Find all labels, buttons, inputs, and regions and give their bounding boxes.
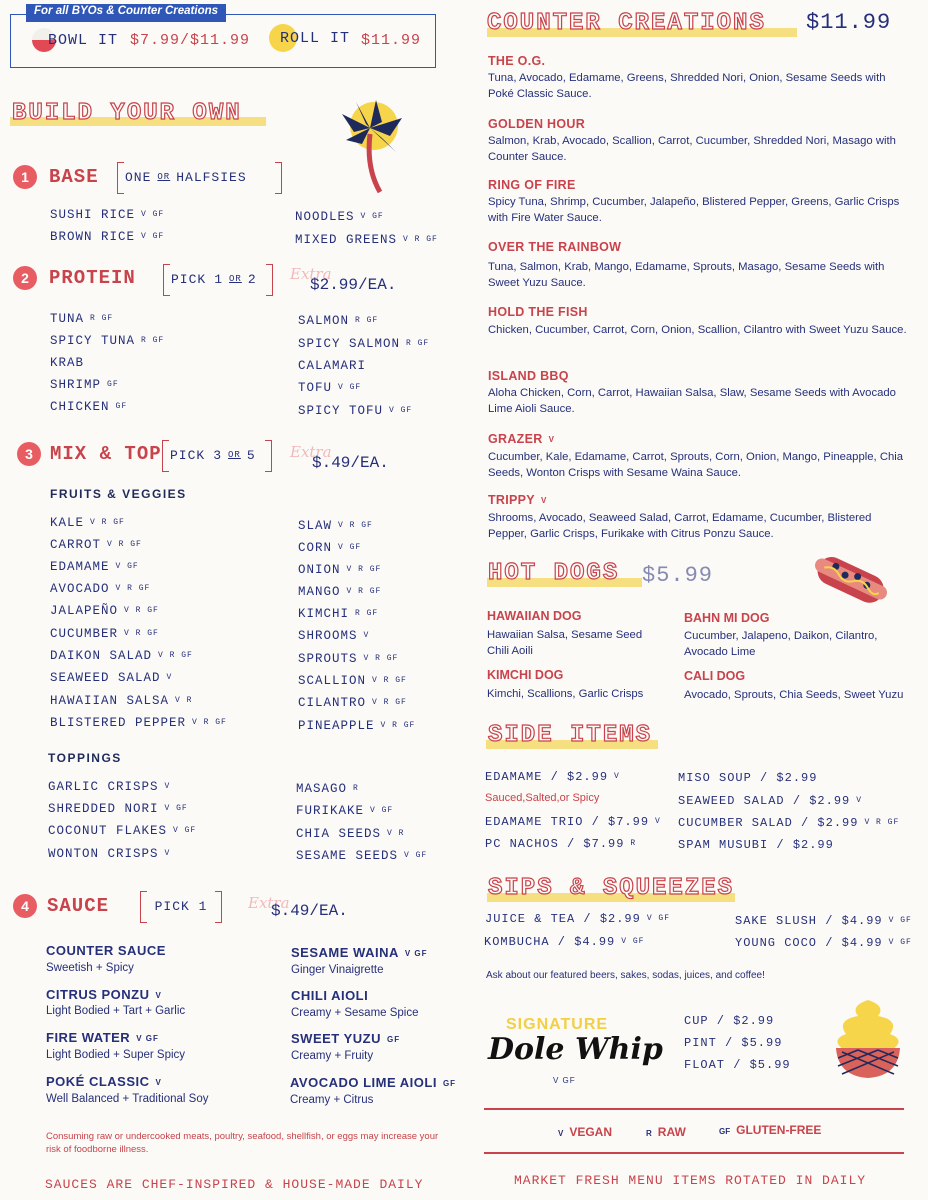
sides-title: SIDE ITEMS (488, 722, 653, 749)
counter-item-desc: Aloha Chicken, Corn, Carrot, Hawaiian Salsa, Slaw, Sesame Seeds with Avocado Lime Aioli Sauce. (488, 387, 896, 415)
step-3-badge: 3 (17, 442, 41, 466)
bowl-it-price: $7.99/$11.99 (130, 32, 251, 49)
protein-item: SPICY TOFU V GF (298, 404, 413, 418)
hotdog-desc: Hawaiian Salsa, Sesame Seed Chili Aoili (487, 629, 643, 657)
sauce-item: AVOCADO LIME AIOLI GF (290, 1075, 457, 1090)
sauce-desc: Creamy + Sesame Spice (291, 1007, 419, 1019)
fruit-item: SLAW V R GF (298, 519, 373, 533)
protein-item: SPICY SALMON R GF (298, 337, 430, 351)
sauce-item: FIRE WATER V GF (46, 1030, 159, 1045)
counter-item-desc: Spicy Tuna, Shrimp, Cucumber, Jalapeño, Blistered Pepper, Greens, Garlic Crisps with Fire Water Sauce. (488, 196, 900, 224)
sauce-extra-price: $.49/EA. (271, 902, 348, 920)
protein-item: CALAMARI (298, 359, 367, 373)
fruits-veggies-heading: FRUITS & VEGGIES (50, 487, 187, 501)
dole-tags: V GF (553, 1076, 576, 1085)
topping-item: WONTON CRISPS V (48, 847, 171, 861)
counter-item-desc: Shrooms, Avocado, Seaweed Salad, Carrot, Edamame, Cucumber, Blistered Pepper, Garlic Crisps, Furikake with Citrus Ponzu Sauce. (488, 512, 872, 540)
protein-item: TUNA R GF (50, 312, 114, 326)
legend-gluten-free: GF GLUTEN-FREE (719, 1123, 822, 1137)
counter-item-name: THE O.G. (488, 54, 546, 68)
topping-item: COCONUT FLAKES V GF (48, 824, 197, 838)
hotdogs-price: $5.99 (642, 563, 714, 588)
fruit-item: CUCUMBER V R GF (50, 627, 159, 641)
topping-item: SHREDDED NORI V GF (48, 802, 188, 816)
mix-extra-label: Extra (290, 443, 332, 461)
protein-item: CHICKEN GF (50, 400, 128, 414)
hotdog-desc: Cucumber, Jalapeno, Daikon, Cilantro, Avocado Lime (684, 630, 878, 658)
hot-dog-icon (810, 544, 892, 614)
counter-item-name: HOLD THE FISH (488, 305, 588, 319)
counter-item-name: OVER THE RAINBOW (488, 240, 622, 254)
fruit-item: HAWAIIAN SALSA V R (50, 694, 193, 708)
legend-bottom-rule (484, 1152, 904, 1154)
counter-item-name: RING OF FIRE (488, 178, 576, 192)
topping-item: SESAME SEEDS V GF (296, 849, 428, 863)
step-4-badge: 4 (13, 894, 37, 918)
mix-extra-price: $.49/EA. (312, 454, 389, 472)
dole-price: CUP / $2.99 (684, 1014, 775, 1028)
base-heading: BASE (49, 166, 99, 188)
hotdog-name: BAHN MI DOG (684, 611, 770, 625)
side-item: EDAMAME / $2.99 V (485, 770, 620, 784)
drinks-note: Ask about our featured beers, sakes, sodas, juices, and coffee! (486, 970, 765, 981)
drink-item: YOUNG COCO / $4.99 V GF (735, 936, 912, 950)
palm-tree-icon (336, 88, 408, 196)
fruit-item: EDAMAME V GF (50, 560, 139, 574)
sauce-extra-label: Extra (248, 894, 290, 912)
topping-item: GARLIC CRISPS V (48, 780, 171, 794)
byo-title: BUILD YOUR OWN (12, 100, 242, 127)
sauce-item: CHILI AIOLI (291, 988, 369, 1003)
counter-item-name: GRAZER V (488, 432, 555, 446)
side-item: CUCUMBER SALAD / $2.99 V R GF (678, 816, 900, 830)
sauce-item: CITRUS PONZU V (46, 987, 162, 1002)
sauce-desc: Well Balanced + Traditional Soy (46, 1093, 209, 1105)
sips-title: SIPS & SQUEEZES (488, 875, 735, 902)
sauce-desc: Creamy + Fruity (291, 1050, 374, 1062)
step-1-badge: 1 (13, 165, 37, 189)
sauce-desc: Ginger Vinaigrette (291, 964, 384, 976)
bowl-it-label: BOWL IT (48, 32, 119, 49)
protein-heading: PROTEIN (49, 267, 136, 289)
base-item: NOODLES V GF (295, 210, 384, 224)
fruit-item: DAIKON SALAD V R GF (50, 649, 193, 663)
step-2-badge: 2 (13, 266, 37, 290)
fruit-item: CILANTRO V R GF (298, 696, 407, 710)
fruit-item: SHROOMS V (298, 629, 370, 643)
side-item: SEAWEED SALAD / $2.99 V (678, 794, 863, 808)
hotdog-name: CALI DOG (684, 669, 746, 683)
protein-extra-label: Extra (290, 265, 332, 283)
fruit-item: PINEAPPLE V R GF (298, 719, 416, 733)
fruit-item: BLISTERED PEPPER V R GF (50, 716, 227, 730)
roll-it-price: $11.99 (361, 32, 422, 49)
hotdog-desc: Avocado, Sprouts, Chia Seeds, Sweet Yuzu (684, 689, 904, 701)
sauce-desc: Light Bodied + Tart + Garlic (46, 1005, 186, 1017)
fruit-item: AVOCADO V R GF (50, 582, 151, 596)
legend-raw: R RAW (646, 1125, 686, 1139)
topping-item: FURIKAKE V GF (296, 804, 394, 818)
base-choice: ONE OR HALFSIES (117, 162, 282, 192)
protein-item: KRAB (50, 356, 85, 370)
fruit-item: SCALLION V R GF (298, 674, 407, 688)
counter-item-name: GOLDEN HOUR (488, 117, 586, 131)
mix-choice: PICK 3 OR 5 (162, 440, 272, 470)
legend-vegan: V VEGAN (558, 1125, 613, 1139)
sauces-footer: SAUCES ARE CHEF-INSPIRED & HOUSE-MADE DAILY (45, 1177, 424, 1192)
hotdog-name: KIMCHI DOG (487, 668, 564, 682)
sauce-heading: SAUCE (47, 895, 110, 917)
sauce-item: SWEET YUZU GF (291, 1031, 401, 1046)
dole-price: FLOAT / $5.99 (684, 1058, 791, 1072)
toppings-heading: TOPPINGS (48, 751, 122, 765)
edamame-note: Sauced,Salted,or Spicy (485, 792, 600, 804)
drink-item: JUICE & TEA / $2.99 V GF (485, 912, 671, 926)
protein-item: SPICY TUNA R GF (50, 334, 165, 348)
hotdogs-title: HOT DOGS (488, 560, 620, 587)
hotdog-desc: Kimchi, Scallions, Garlic Crisps (487, 688, 644, 700)
sauce-desc: Creamy + Citrus (290, 1094, 374, 1106)
side-item: SPAM MUSUBI / $2.99 (678, 838, 834, 852)
dole-price: PINT / $5.99 (684, 1036, 783, 1050)
dole-whip-title: Dole Whip (488, 1032, 663, 1067)
topping-item: MASAGO R (296, 782, 359, 796)
market-fresh-note: MARKET FRESH MENU ITEMS ROTATED IN DAILY (514, 1173, 867, 1188)
sauce-desc: Sweetish + Spicy (46, 962, 134, 974)
counter-item-desc: Tuna, Salmon, Krab, Mango, Edamame, Sprouts, Masago, Sesame Seeds with Sweet Yuzu Sauce. (488, 261, 885, 289)
protein-extra-price: $2.99/EA. (310, 276, 397, 294)
mix-top-heading: MIX & TOP (50, 443, 162, 465)
drink-item: KOMBUCHA / $4.99 V GF (484, 935, 645, 949)
foodborne-warning: Consuming raw or undercooked meats, poultry, seafood, shellfish, or eggs may increase your risk of foodborne illness. (46, 1131, 439, 1155)
counter-item-name: TRIPPY V (488, 493, 548, 507)
drink-item: SAKE SLUSH / $4.99 V GF (735, 914, 912, 928)
side-item: EDAMAME TRIO / $7.99 V (485, 815, 661, 829)
counter-item-desc: Tuna, Avocado, Edamame, Greens, Shredded Nori, Onion, Sesame Seeds with Poké Classic Sauce. (488, 72, 886, 100)
counter-item-desc: Cucumber, Kale, Edamame, Carrot, Sprouts, Corn, Onion, Mango, Pineapple, Chia Seeds, Wonton Crisps with Sesame Waina Sauce. (488, 451, 904, 479)
fruit-item: CARROT V R GF (50, 538, 142, 552)
protein-item: TOFU V GF (298, 381, 362, 395)
fruit-item: JALAPEÑO V R GF (50, 604, 159, 618)
side-item: PC NACHOS / $7.99 R (485, 837, 637, 851)
legend-top-rule (484, 1108, 904, 1110)
base-item: SUSHI RICE V GF (50, 208, 165, 222)
byo-banner: For all BYOs & Counter Creations (26, 4, 226, 22)
counter-title: COUNTER CREATIONS (487, 10, 766, 37)
fruit-item: MANGO V R GF (298, 585, 382, 599)
side-item: MISO SOUP / $2.99 (678, 771, 818, 785)
sauce-item: POKÉ CLASSIC V (46, 1074, 162, 1089)
sauce-item: SESAME WAINA V GF (291, 945, 428, 960)
counter-price: $11.99 (806, 10, 892, 35)
sauce-choice: PICK 1 (140, 891, 222, 921)
topping-item: CHIA SEEDS V R (296, 827, 405, 841)
fruit-item: SPROUTS V R GF (298, 652, 399, 666)
counter-item-name: ISLAND BBQ (488, 369, 569, 383)
base-item: BROWN RICE V GF (50, 230, 165, 244)
protein-choice: PICK 1 OR 2 (163, 264, 273, 294)
fruit-item: CORN V GF (298, 541, 362, 555)
counter-item-desc: Salmon, Krab, Avocado, Scallion, Carrot, Cucumber, Shredded Nori, Masago with Counter Sauce. (488, 135, 896, 163)
counter-item-desc: Chicken, Cucumber, Carrot, Corn, Onion, Scallion, Cilantro with Sweet Yuzu Sauce. (488, 324, 907, 336)
protein-item: SHRIMP GF (50, 378, 119, 392)
fruit-item: SEAWEED SALAD V (50, 671, 173, 685)
roll-it-label: ROLL IT (280, 30, 351, 47)
dole-whip-icon (828, 996, 908, 1082)
fruit-item: KIMCHI R GF (298, 607, 379, 621)
base-item: MIXED GREENS V R GF (295, 233, 438, 247)
dole-signature: SIGNATURE (506, 1016, 609, 1033)
sauce-desc: Light Bodied + Super Spicy (46, 1049, 186, 1061)
hotdog-name: HAWAIIAN DOG (487, 609, 582, 623)
fruit-item: ONION V R GF (298, 563, 382, 577)
sauce-item: COUNTER SAUCE (46, 943, 166, 958)
fruit-item: KALE V R GF (50, 516, 125, 530)
protein-item: SALMON R GF (298, 314, 379, 328)
